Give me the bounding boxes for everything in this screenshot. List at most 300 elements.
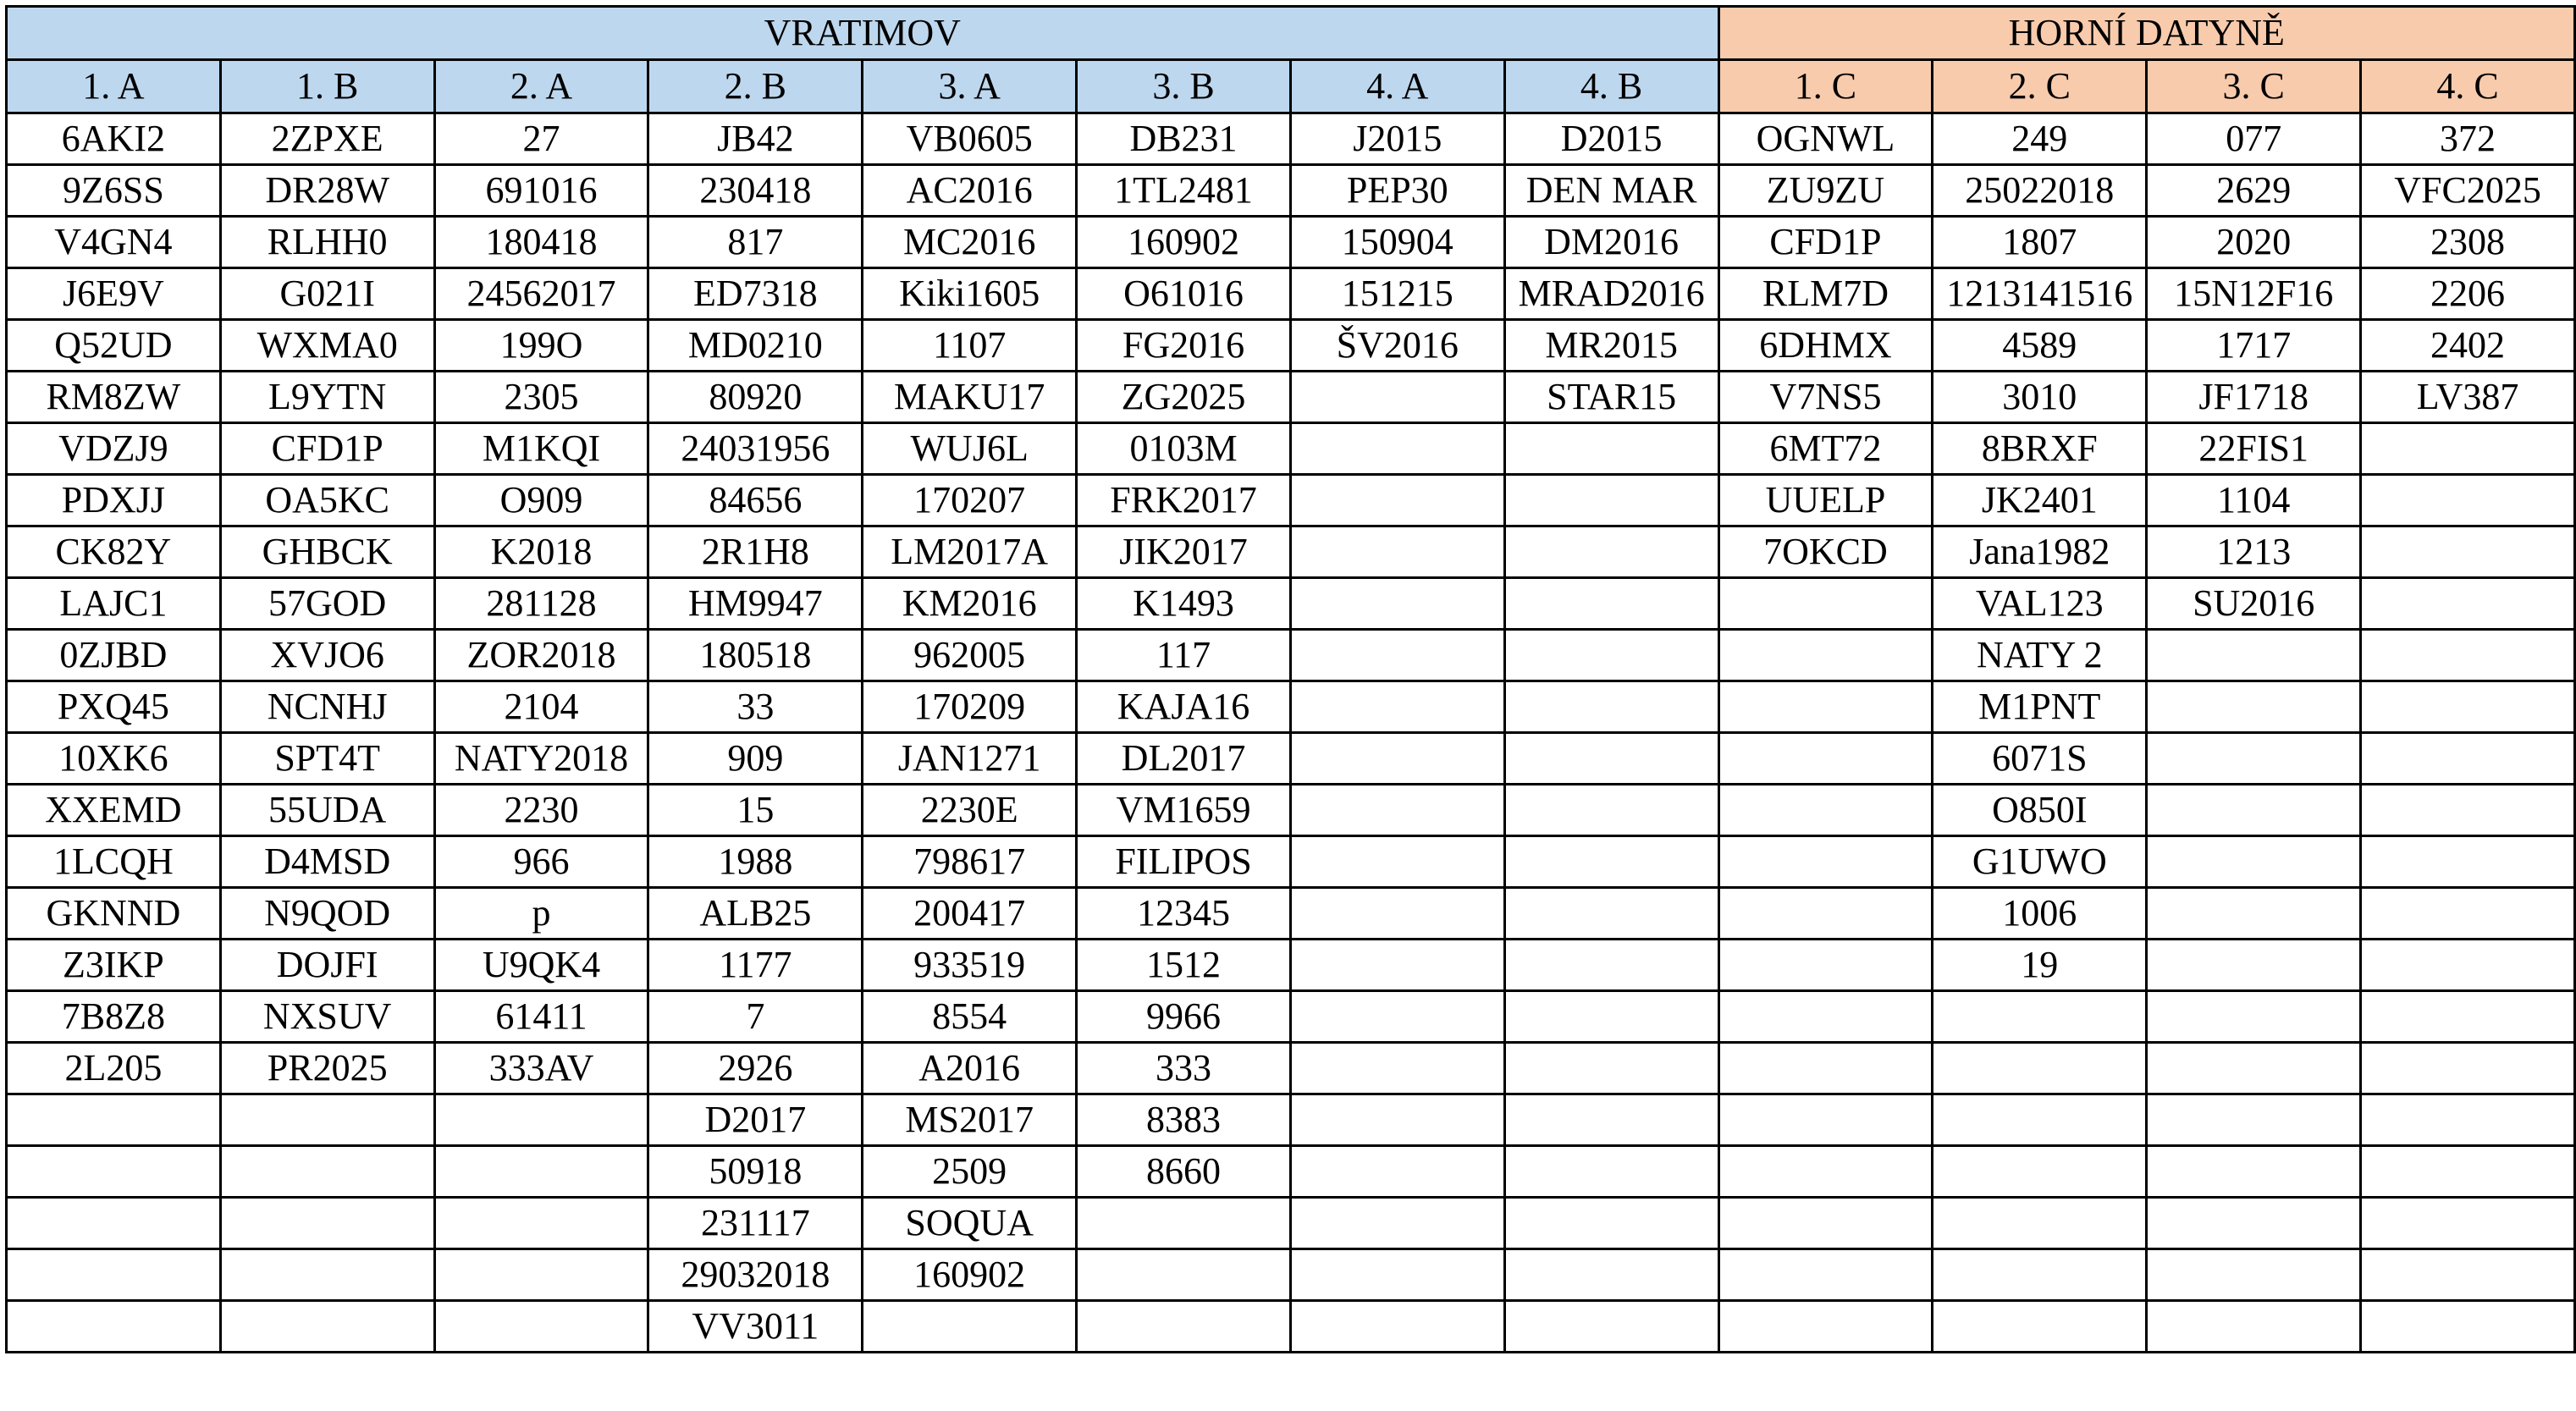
code-cell (2147, 1094, 2361, 1146)
code-cell (2361, 1249, 2575, 1301)
code-cell (1718, 991, 1933, 1043)
code-cell (1504, 1146, 1718, 1198)
code-cell (2361, 733, 2575, 785)
code-cell: M1PNT (1933, 681, 2147, 733)
code-cell (2361, 423, 2575, 475)
code-cell (434, 1301, 648, 1353)
code-cell (1718, 733, 1933, 785)
code-cell (434, 1094, 648, 1146)
code-cell (2147, 836, 2361, 888)
code-cell: 909 (648, 733, 863, 785)
code-cell (1933, 991, 2147, 1043)
class-header-cell: 1. B (220, 60, 434, 113)
code-cell: 1717 (2147, 320, 2361, 372)
code-cell (1718, 630, 1933, 681)
code-cell (1718, 1146, 1933, 1198)
table-row (7, 113, 2575, 165)
code-cell: 1988 (648, 836, 863, 888)
code-cell (2361, 1043, 2575, 1094)
code-cell: VDZJ9 (7, 423, 221, 475)
code-cell: WXMA0 (220, 320, 434, 372)
code-cell: 798617 (863, 836, 1077, 888)
code-cell (220, 1094, 434, 1146)
code-cell: DEN MAR (1504, 165, 1718, 217)
code-cell: VFC2025 (2361, 165, 2575, 217)
code-cell: SPT4T (220, 733, 434, 785)
code-cell: NXSUV (220, 991, 434, 1043)
code-cell: 200417 (863, 888, 1077, 940)
code-cell (1504, 1198, 1718, 1249)
table-row (7, 578, 2575, 630)
table-row (7, 1301, 2575, 1353)
code-cell (1290, 1146, 1504, 1198)
code-cell: 0ZJBD (7, 630, 221, 681)
code-cell: VAL123 (1933, 578, 2147, 630)
code-cell: 2230 (434, 785, 648, 836)
code-cell: SOQUA (863, 1198, 1077, 1249)
code-cell (1504, 681, 1718, 733)
code-cell (1290, 372, 1504, 423)
code-cell (2361, 940, 2575, 991)
code-cell: 50918 (648, 1146, 863, 1198)
code-cell: 933519 (863, 940, 1077, 991)
code-cell: NATY 2 (1933, 630, 2147, 681)
code-cell: 8383 (1077, 1094, 1291, 1146)
code-cell: FRK2017 (1077, 475, 1291, 526)
code-cell: 372 (2361, 113, 2575, 165)
table-row (7, 423, 2575, 475)
code-cell (2147, 1249, 2361, 1301)
code-cell (1504, 526, 1718, 578)
code-cell (220, 1146, 434, 1198)
code-cell: PDXJJ (7, 475, 221, 526)
code-cell: RM8ZW (7, 372, 221, 423)
code-cell (434, 1249, 648, 1301)
code-cell: PXQ45 (7, 681, 221, 733)
code-cell: 2206 (2361, 268, 2575, 320)
code-cell: MAKU17 (863, 372, 1077, 423)
code-cell (2147, 1146, 2361, 1198)
code-cell: CK82Y (7, 526, 221, 578)
code-cell: O909 (434, 475, 648, 526)
code-cell: Z3IKP (7, 940, 221, 991)
table-row (7, 268, 2575, 320)
code-cell: O850I (1933, 785, 2147, 836)
code-cell: 7 (648, 991, 863, 1043)
code-cell (2147, 1301, 2361, 1353)
code-cell (1504, 940, 1718, 991)
code-cell: NCNHJ (220, 681, 434, 733)
code-cell (1290, 785, 1504, 836)
code-cell: OGNWL (1718, 113, 1933, 165)
table-row (7, 991, 2575, 1043)
code-cell (1718, 681, 1933, 733)
code-cell: CFD1P (1718, 217, 1933, 268)
table-row (7, 785, 2575, 836)
code-cell: 55UDA (220, 785, 434, 836)
code-cell: ZOR2018 (434, 630, 648, 681)
code-cell: 24562017 (434, 268, 648, 320)
code-cell: SU2016 (2147, 578, 2361, 630)
code-cell (1718, 1301, 1933, 1353)
code-cell (2147, 1198, 2361, 1249)
code-cell (1290, 1198, 1504, 1249)
code-cell: VB0605 (863, 113, 1077, 165)
code-cell: 19 (1933, 940, 2147, 991)
code-cell: DB231 (1077, 113, 1291, 165)
code-cell (1290, 991, 1504, 1043)
code-cell: 2926 (648, 1043, 863, 1094)
code-cell (1290, 888, 1504, 940)
code-cell (2361, 1301, 2575, 1353)
code-cell: 199O (434, 320, 648, 372)
class-header-cell: 4. C (2361, 60, 2575, 113)
code-cell (2361, 526, 2575, 578)
code-cell: 57GOD (220, 578, 434, 630)
code-cell (1077, 1249, 1291, 1301)
code-cell (2361, 681, 2575, 733)
code-cell: 7B8Z8 (7, 991, 221, 1043)
code-cell: 077 (2147, 113, 2361, 165)
table-row (7, 630, 2575, 681)
code-cell: 4589 (1933, 320, 2147, 372)
code-cell (1290, 1043, 1504, 1094)
code-cell: 962005 (863, 630, 1077, 681)
code-cell: 9966 (1077, 991, 1291, 1043)
code-cell: M1KQI (434, 423, 648, 475)
code-cell (1290, 681, 1504, 733)
code-cell (1290, 1301, 1504, 1353)
code-cell: 1512 (1077, 940, 1291, 991)
code-cell: 3010 (1933, 372, 2147, 423)
class-header-cell: 4. A (1290, 60, 1504, 113)
code-cell (1290, 733, 1504, 785)
code-cell: MRAD2016 (1504, 268, 1718, 320)
code-cell: 180518 (648, 630, 863, 681)
code-cell: K1493 (1077, 578, 1291, 630)
code-cell: 7OKCD (1718, 526, 1933, 578)
code-cell: 691016 (434, 165, 648, 217)
code-cell: LM2017A (863, 526, 1077, 578)
code-cell: MD0210 (648, 320, 863, 372)
code-cell: 33 (648, 681, 863, 733)
class-header-row (7, 60, 2575, 113)
code-cell: 2ZPXE (220, 113, 434, 165)
code-cell: G1UWO (1933, 836, 2147, 888)
code-cell (1504, 1043, 1718, 1094)
code-cell: 2629 (2147, 165, 2361, 217)
code-cell: 1TL2481 (1077, 165, 1291, 217)
table-row (7, 372, 2575, 423)
code-cell (1504, 1094, 1718, 1146)
code-cell: 2509 (863, 1146, 1077, 1198)
code-cell: 1213141516 (1933, 268, 2147, 320)
code-cell: KM2016 (863, 578, 1077, 630)
code-cell: ALB25 (648, 888, 863, 940)
code-cell (1290, 836, 1504, 888)
code-cell (1290, 526, 1504, 578)
code-cell (220, 1198, 434, 1249)
code-cell: FILIPOS (1077, 836, 1291, 888)
code-cell: 2308 (2361, 217, 2575, 268)
code-cell (434, 1198, 648, 1249)
code-cell: RLM7D (1718, 268, 1933, 320)
code-cell: JK2401 (1933, 475, 2147, 526)
code-cell: K2018 (434, 526, 648, 578)
code-cell: MS2017 (863, 1094, 1077, 1146)
table-row (7, 1198, 2575, 1249)
code-cell: 12345 (1077, 888, 1291, 940)
table-row (7, 526, 2575, 578)
code-cell: 8BRXF (1933, 423, 2147, 475)
code-cell: N9QOD (220, 888, 434, 940)
code-cell: DR28W (220, 165, 434, 217)
class-header-cell: 2. B (648, 60, 863, 113)
code-cell (1933, 1198, 2147, 1249)
table-row (7, 1249, 2575, 1301)
code-cell: 1006 (1933, 888, 2147, 940)
code-cell: 249 (1933, 113, 2147, 165)
code-cell (1718, 940, 1933, 991)
code-cell: ŠV2016 (1290, 320, 1504, 372)
code-cell: 6AKI2 (7, 113, 221, 165)
code-cell: 817 (648, 217, 863, 268)
code-cell: 2230E (863, 785, 1077, 836)
code-cell: 6071S (1933, 733, 2147, 785)
code-cell (1718, 1198, 1933, 1249)
code-cell: J2015 (1290, 113, 1504, 165)
code-cell (1504, 836, 1718, 888)
code-cell: 1807 (1933, 217, 2147, 268)
group-header-horni-datyne: HORNÍ DATYNĚ (1718, 7, 2574, 60)
code-cell: PEP30 (1290, 165, 1504, 217)
code-cell (1077, 1301, 1291, 1353)
code-cell: 6MT72 (1718, 423, 1933, 475)
code-cell (2147, 991, 2361, 1043)
code-cell (1504, 423, 1718, 475)
code-cell: 1107 (863, 320, 1077, 372)
code-cell (2361, 578, 2575, 630)
code-cell: VM1659 (1077, 785, 1291, 836)
code-cell: 84656 (648, 475, 863, 526)
code-cell (1718, 1043, 1933, 1094)
class-header-cell: 2. A (434, 60, 648, 113)
code-cell: 180418 (434, 217, 648, 268)
code-cell: D2017 (648, 1094, 863, 1146)
code-cell (1718, 1249, 1933, 1301)
code-cell: 22FIS1 (2147, 423, 2361, 475)
code-cell (2147, 733, 2361, 785)
code-cell (1504, 578, 1718, 630)
code-cell (1933, 1249, 2147, 1301)
code-cell: 1177 (648, 940, 863, 991)
code-cell: G021I (220, 268, 434, 320)
code-cell: 281128 (434, 578, 648, 630)
code-cell: ZU9ZU (1718, 165, 1933, 217)
code-cell: XVJO6 (220, 630, 434, 681)
code-cell: 1213 (2147, 526, 2361, 578)
code-cell: O61016 (1077, 268, 1291, 320)
code-cell: MR2015 (1504, 320, 1718, 372)
code-cell: 150904 (1290, 217, 1504, 268)
code-cell (2147, 681, 2361, 733)
code-cell: 9Z6SS (7, 165, 221, 217)
code-cell: GKNND (7, 888, 221, 940)
code-cell: V4GN4 (7, 217, 221, 268)
code-cell (1718, 578, 1933, 630)
code-cell: JF1718 (2147, 372, 2361, 423)
code-cell: 2402 (2361, 320, 2575, 372)
code-cell (1718, 836, 1933, 888)
code-cell: Jana1982 (1933, 526, 2147, 578)
code-cell (2147, 940, 2361, 991)
code-cell (2361, 836, 2575, 888)
code-cell: 160902 (863, 1249, 1077, 1301)
code-cell (1290, 578, 1504, 630)
code-cell (2361, 1146, 2575, 1198)
code-cell: 333 (1077, 1043, 1291, 1094)
code-cell (1718, 1094, 1933, 1146)
code-cell (2361, 475, 2575, 526)
code-cell (2147, 888, 2361, 940)
code-cell (1504, 1249, 1718, 1301)
code-cell: 29032018 (648, 1249, 863, 1301)
table-row (7, 475, 2575, 526)
code-cell: V7NS5 (1718, 372, 1933, 423)
table-row (7, 940, 2575, 991)
code-cell (1504, 733, 1718, 785)
code-cell: UUELP (1718, 475, 1933, 526)
code-cell (2361, 1094, 2575, 1146)
code-cell: Q52UD (7, 320, 221, 372)
code-cell (1933, 1146, 2147, 1198)
code-cell (1290, 423, 1504, 475)
table-row (7, 733, 2575, 785)
code-cell: D2015 (1504, 113, 1718, 165)
code-cell: 151215 (1290, 268, 1504, 320)
code-cell: WUJ6L (863, 423, 1077, 475)
code-cell (434, 1146, 648, 1198)
code-cell: FG2016 (1077, 320, 1291, 372)
code-cell (1290, 1094, 1504, 1146)
code-cell: U9QK4 (434, 940, 648, 991)
code-cell: 8554 (863, 991, 1077, 1043)
code-cell: 2104 (434, 681, 648, 733)
table-row (7, 1043, 2575, 1094)
code-cell: 2R1H8 (648, 526, 863, 578)
table-row (7, 165, 2575, 217)
code-cell (1718, 785, 1933, 836)
code-cell (7, 1094, 221, 1146)
code-cell (220, 1249, 434, 1301)
code-cell: 170209 (863, 681, 1077, 733)
code-cell (2361, 991, 2575, 1043)
code-cell: 61411 (434, 991, 648, 1043)
code-cell: MC2016 (863, 217, 1077, 268)
code-cell (1718, 888, 1933, 940)
code-cell: 27 (434, 113, 648, 165)
class-header-cell: 1. C (1718, 60, 1933, 113)
code-cell: 1104 (2147, 475, 2361, 526)
code-cell (2361, 785, 2575, 836)
code-cell (1504, 475, 1718, 526)
table-row (7, 836, 2575, 888)
code-cell (7, 1301, 221, 1353)
code-cell (220, 1301, 434, 1353)
code-cell: DOJFI (220, 940, 434, 991)
code-cell: JIK2017 (1077, 526, 1291, 578)
code-cell: D4MSD (220, 836, 434, 888)
code-cell: 170207 (863, 475, 1077, 526)
code-cell: A2016 (863, 1043, 1077, 1094)
code-cell: 8660 (1077, 1146, 1291, 1198)
code-cell: ZG2025 (1077, 372, 1291, 423)
code-cell: 10XK6 (7, 733, 221, 785)
table-row (7, 681, 2575, 733)
code-cell: 80920 (648, 372, 863, 423)
code-cell (1504, 888, 1718, 940)
code-cell: J6E9V (7, 268, 221, 320)
code-cell (863, 1301, 1077, 1353)
code-cell (1504, 785, 1718, 836)
code-cell: 2020 (2147, 217, 2361, 268)
code-cell: LV387 (2361, 372, 2575, 423)
code-cell (1933, 1301, 2147, 1353)
code-cell: 25022018 (1933, 165, 2147, 217)
code-cell (2361, 888, 2575, 940)
code-cell: JAN1271 (863, 733, 1077, 785)
code-cell: 230418 (648, 165, 863, 217)
code-cell (2361, 630, 2575, 681)
code-cell (7, 1198, 221, 1249)
code-cell: JB42 (648, 113, 863, 165)
class-header-cell: 1. A (7, 60, 221, 113)
table-row (7, 320, 2575, 372)
code-cell: 1LCQH (7, 836, 221, 888)
code-cell (1504, 1301, 1718, 1353)
code-cell: p (434, 888, 648, 940)
code-cell: KAJA16 (1077, 681, 1291, 733)
code-cell (2147, 630, 2361, 681)
code-cell: CFD1P (220, 423, 434, 475)
code-cell: 2305 (434, 372, 648, 423)
code-cell: HM9947 (648, 578, 863, 630)
code-cell (1290, 475, 1504, 526)
code-cell: DM2016 (1504, 217, 1718, 268)
code-cell: 15 (648, 785, 863, 836)
code-cell: NATY2018 (434, 733, 648, 785)
code-cell: PR2025 (220, 1043, 434, 1094)
code-cell: XXEMD (7, 785, 221, 836)
code-cell (2147, 1043, 2361, 1094)
group-header-row (7, 7, 2575, 60)
code-cell: STAR15 (1504, 372, 1718, 423)
code-cell: 160902 (1077, 217, 1291, 268)
class-header-cell: 3. B (1077, 60, 1291, 113)
table-row (7, 1094, 2575, 1146)
code-cell (1077, 1198, 1291, 1249)
code-cell (1290, 630, 1504, 681)
code-cell: VV3011 (648, 1301, 863, 1353)
code-cell (1290, 940, 1504, 991)
code-cell: 6DHMX (1718, 320, 1933, 372)
code-cell: GHBCK (220, 526, 434, 578)
code-cell (1933, 1094, 2147, 1146)
code-cell: ED7318 (648, 268, 863, 320)
code-cell: 117 (1077, 630, 1291, 681)
table-row (7, 1146, 2575, 1198)
code-cell (7, 1146, 221, 1198)
